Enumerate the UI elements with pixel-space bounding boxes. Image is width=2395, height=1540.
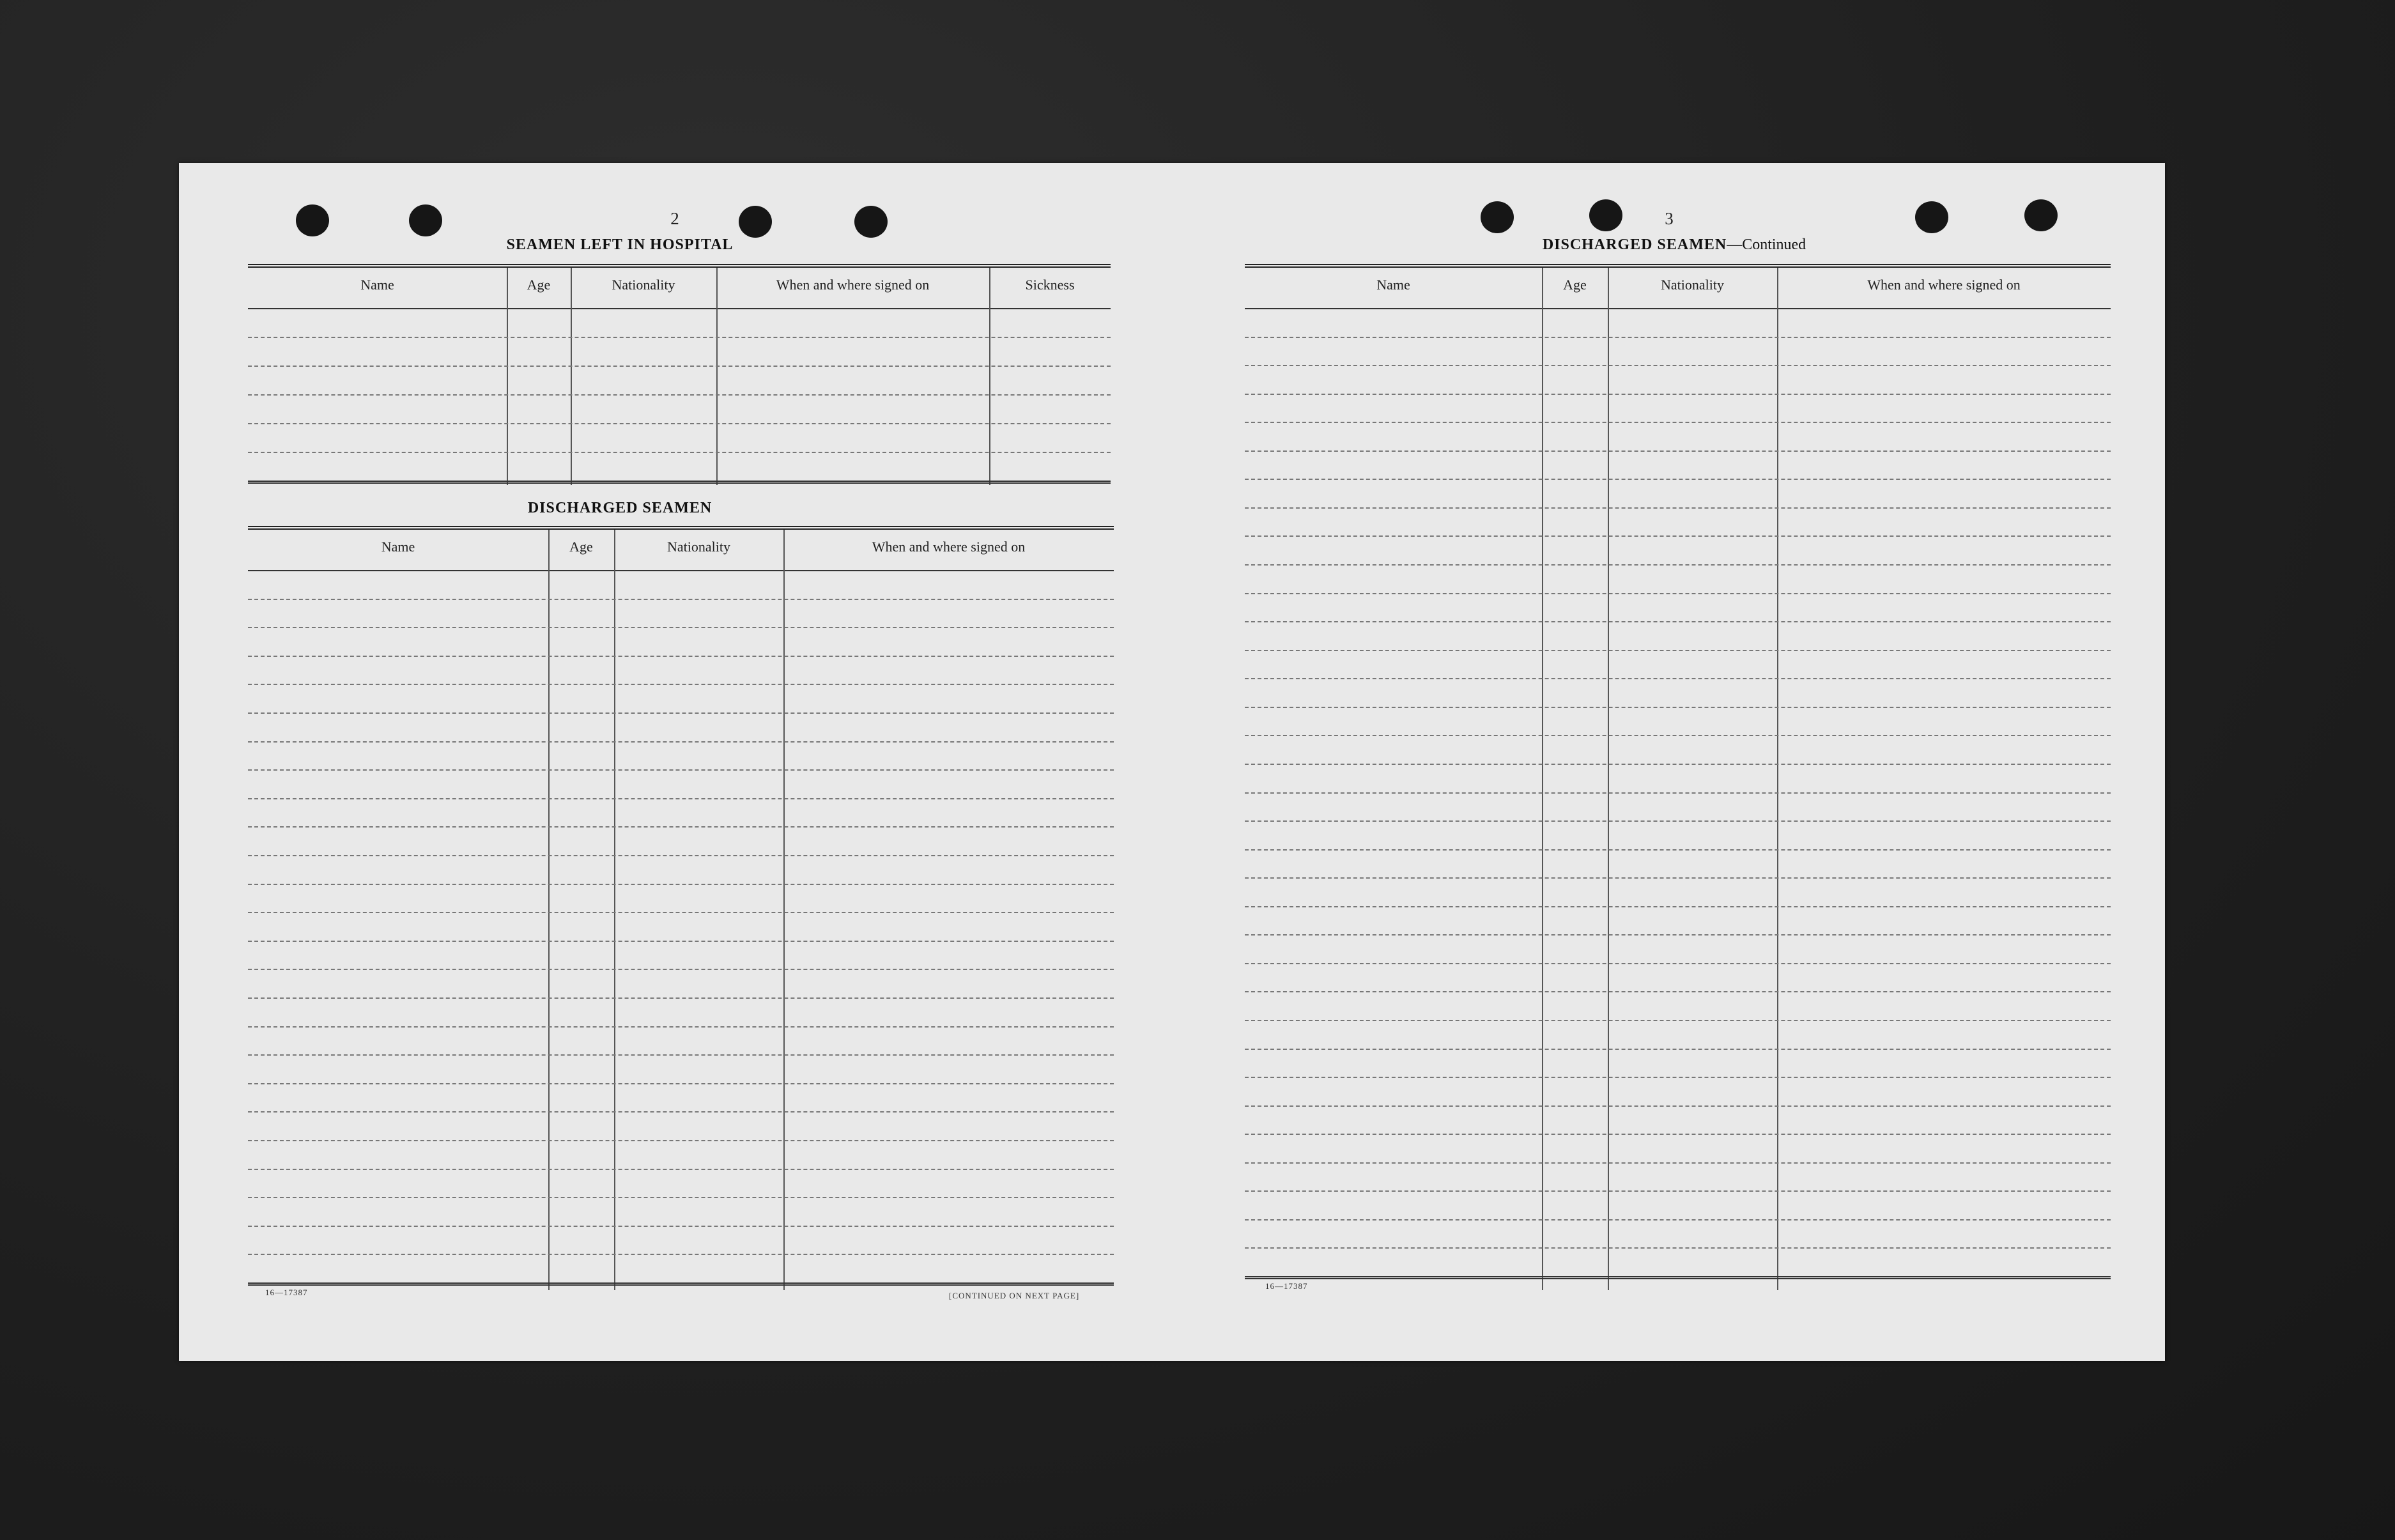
table-row <box>1245 1105 2111 1107</box>
column-header-signed-on: When and where signed on <box>776 277 930 293</box>
table-row <box>1245 337 2111 338</box>
continued-table-rows <box>1245 308 2111 1276</box>
table-row <box>248 997 1114 999</box>
form-number-left: 16—17387 <box>265 1288 308 1297</box>
table-row <box>248 1197 1114 1198</box>
table-row <box>1245 820 2111 822</box>
table-row <box>1245 1219 2111 1220</box>
table-row <box>1245 1247 2111 1249</box>
table-row <box>1245 963 2111 964</box>
table-row <box>1245 450 2111 452</box>
table-row <box>248 912 1114 913</box>
punch-hole <box>1589 199 1622 231</box>
table-row <box>248 1140 1114 1141</box>
continued-section-title <box>1470 236 1879 254</box>
column-header-name: Name <box>1376 277 1410 293</box>
form-number-right: 16—17387 <box>1265 1281 1308 1291</box>
continued-table-header <box>1245 268 2111 309</box>
table-row <box>1245 849 2111 851</box>
table-row <box>1245 934 2111 936</box>
table-row <box>1245 394 2111 395</box>
column-header-signed-on: When and where signed on <box>872 539 1026 555</box>
column-header-name: Name <box>381 539 415 555</box>
table-row <box>1245 564 2111 566</box>
hospital-table-rows <box>248 308 1111 481</box>
table-row <box>248 394 1111 396</box>
table-row <box>1245 422 2111 423</box>
page-number-left: 2 <box>670 209 679 228</box>
column-header-name: Name <box>360 277 394 293</box>
table-row <box>248 826 1114 828</box>
table-bottom-rule <box>248 481 1111 484</box>
table-row <box>1245 991 2111 992</box>
punch-hole <box>1481 201 1514 233</box>
table-row <box>248 656 1114 657</box>
table-row <box>248 798 1114 799</box>
table-row <box>248 1254 1114 1255</box>
column-header-age: Age <box>569 539 593 555</box>
table-row <box>1245 621 2111 622</box>
discharged-section-title: DISCHARGED SEAMEN <box>527 500 712 516</box>
continued-note: [CONTINUED ON NEXT PAGE] <box>949 1291 1080 1300</box>
table-row <box>248 366 1111 367</box>
table-row <box>1245 735 2111 736</box>
table-row <box>1245 535 2111 537</box>
punch-hole <box>296 204 329 236</box>
continued-title-suffix: —Continued <box>1727 236 1806 253</box>
column-header-sickness: Sickness <box>1025 277 1075 293</box>
table-row <box>248 1169 1114 1170</box>
column-header-age: Age <box>527 277 551 293</box>
punch-hole <box>739 206 772 238</box>
table-row <box>248 1226 1114 1227</box>
table-row <box>248 712 1114 714</box>
table-row <box>1245 593 2111 594</box>
table-row <box>248 769 1114 771</box>
table-row <box>1245 507 2111 509</box>
table-row <box>248 1111 1114 1113</box>
table-row <box>1245 365 2111 366</box>
column-header-age: Age <box>1563 277 1587 293</box>
punch-hole <box>409 204 442 236</box>
table-row <box>248 627 1114 628</box>
hospital-section-title: SEAMEN LEFT IN HOSPITAL <box>506 236 734 253</box>
table-row <box>1245 1190 2111 1192</box>
discharged-table-rows <box>248 570 1114 1282</box>
table-row <box>1245 479 2111 480</box>
table-row <box>1245 1162 2111 1164</box>
table-row <box>1245 650 2111 651</box>
hospital-table-header <box>248 268 1111 309</box>
table-row <box>1245 1077 2111 1078</box>
discharged-table-header <box>248 530 1114 571</box>
table-row <box>248 884 1114 885</box>
column-header-nationality: Nationality <box>612 277 675 293</box>
table-row <box>1245 1020 2111 1021</box>
table-row <box>248 969 1114 970</box>
table-row <box>248 1054 1114 1056</box>
table-row <box>1245 906 2111 907</box>
discharged-table <box>248 526 1114 1290</box>
table-row <box>248 855 1114 856</box>
table-row <box>1245 764 2111 765</box>
table-row <box>1245 1134 2111 1135</box>
table-bottom-rule <box>248 1282 1114 1286</box>
punch-hole <box>2024 199 2058 231</box>
punch-hole <box>1915 201 1948 233</box>
table-row <box>248 1083 1114 1084</box>
table-row <box>248 1026 1114 1028</box>
hospital-table <box>248 264 1111 485</box>
column-header-signed-on: When and where signed on <box>1867 277 2021 293</box>
continued-title-main: DISCHARGED SEAMEN <box>1542 236 1727 253</box>
table-bottom-rule <box>1245 1276 2111 1279</box>
table-row <box>1245 792 2111 794</box>
table-row <box>1245 877 2111 879</box>
column-header-nationality: Nationality <box>667 539 730 555</box>
punch-hole <box>854 206 888 238</box>
table-row <box>248 599 1114 600</box>
table-row <box>1245 1049 2111 1050</box>
table-row <box>248 423 1111 424</box>
continued-table <box>1245 264 2111 1290</box>
ledger-sheet <box>179 163 2165 1361</box>
table-row <box>248 741 1114 743</box>
table-row <box>248 452 1111 453</box>
table-row <box>248 684 1114 685</box>
column-header-nationality: Nationality <box>1661 277 1724 293</box>
table-row <box>248 941 1114 942</box>
page-number-right: 3 <box>1665 209 1674 228</box>
table-row <box>1245 678 2111 679</box>
table-row <box>1245 707 2111 708</box>
table-row <box>248 337 1111 338</box>
